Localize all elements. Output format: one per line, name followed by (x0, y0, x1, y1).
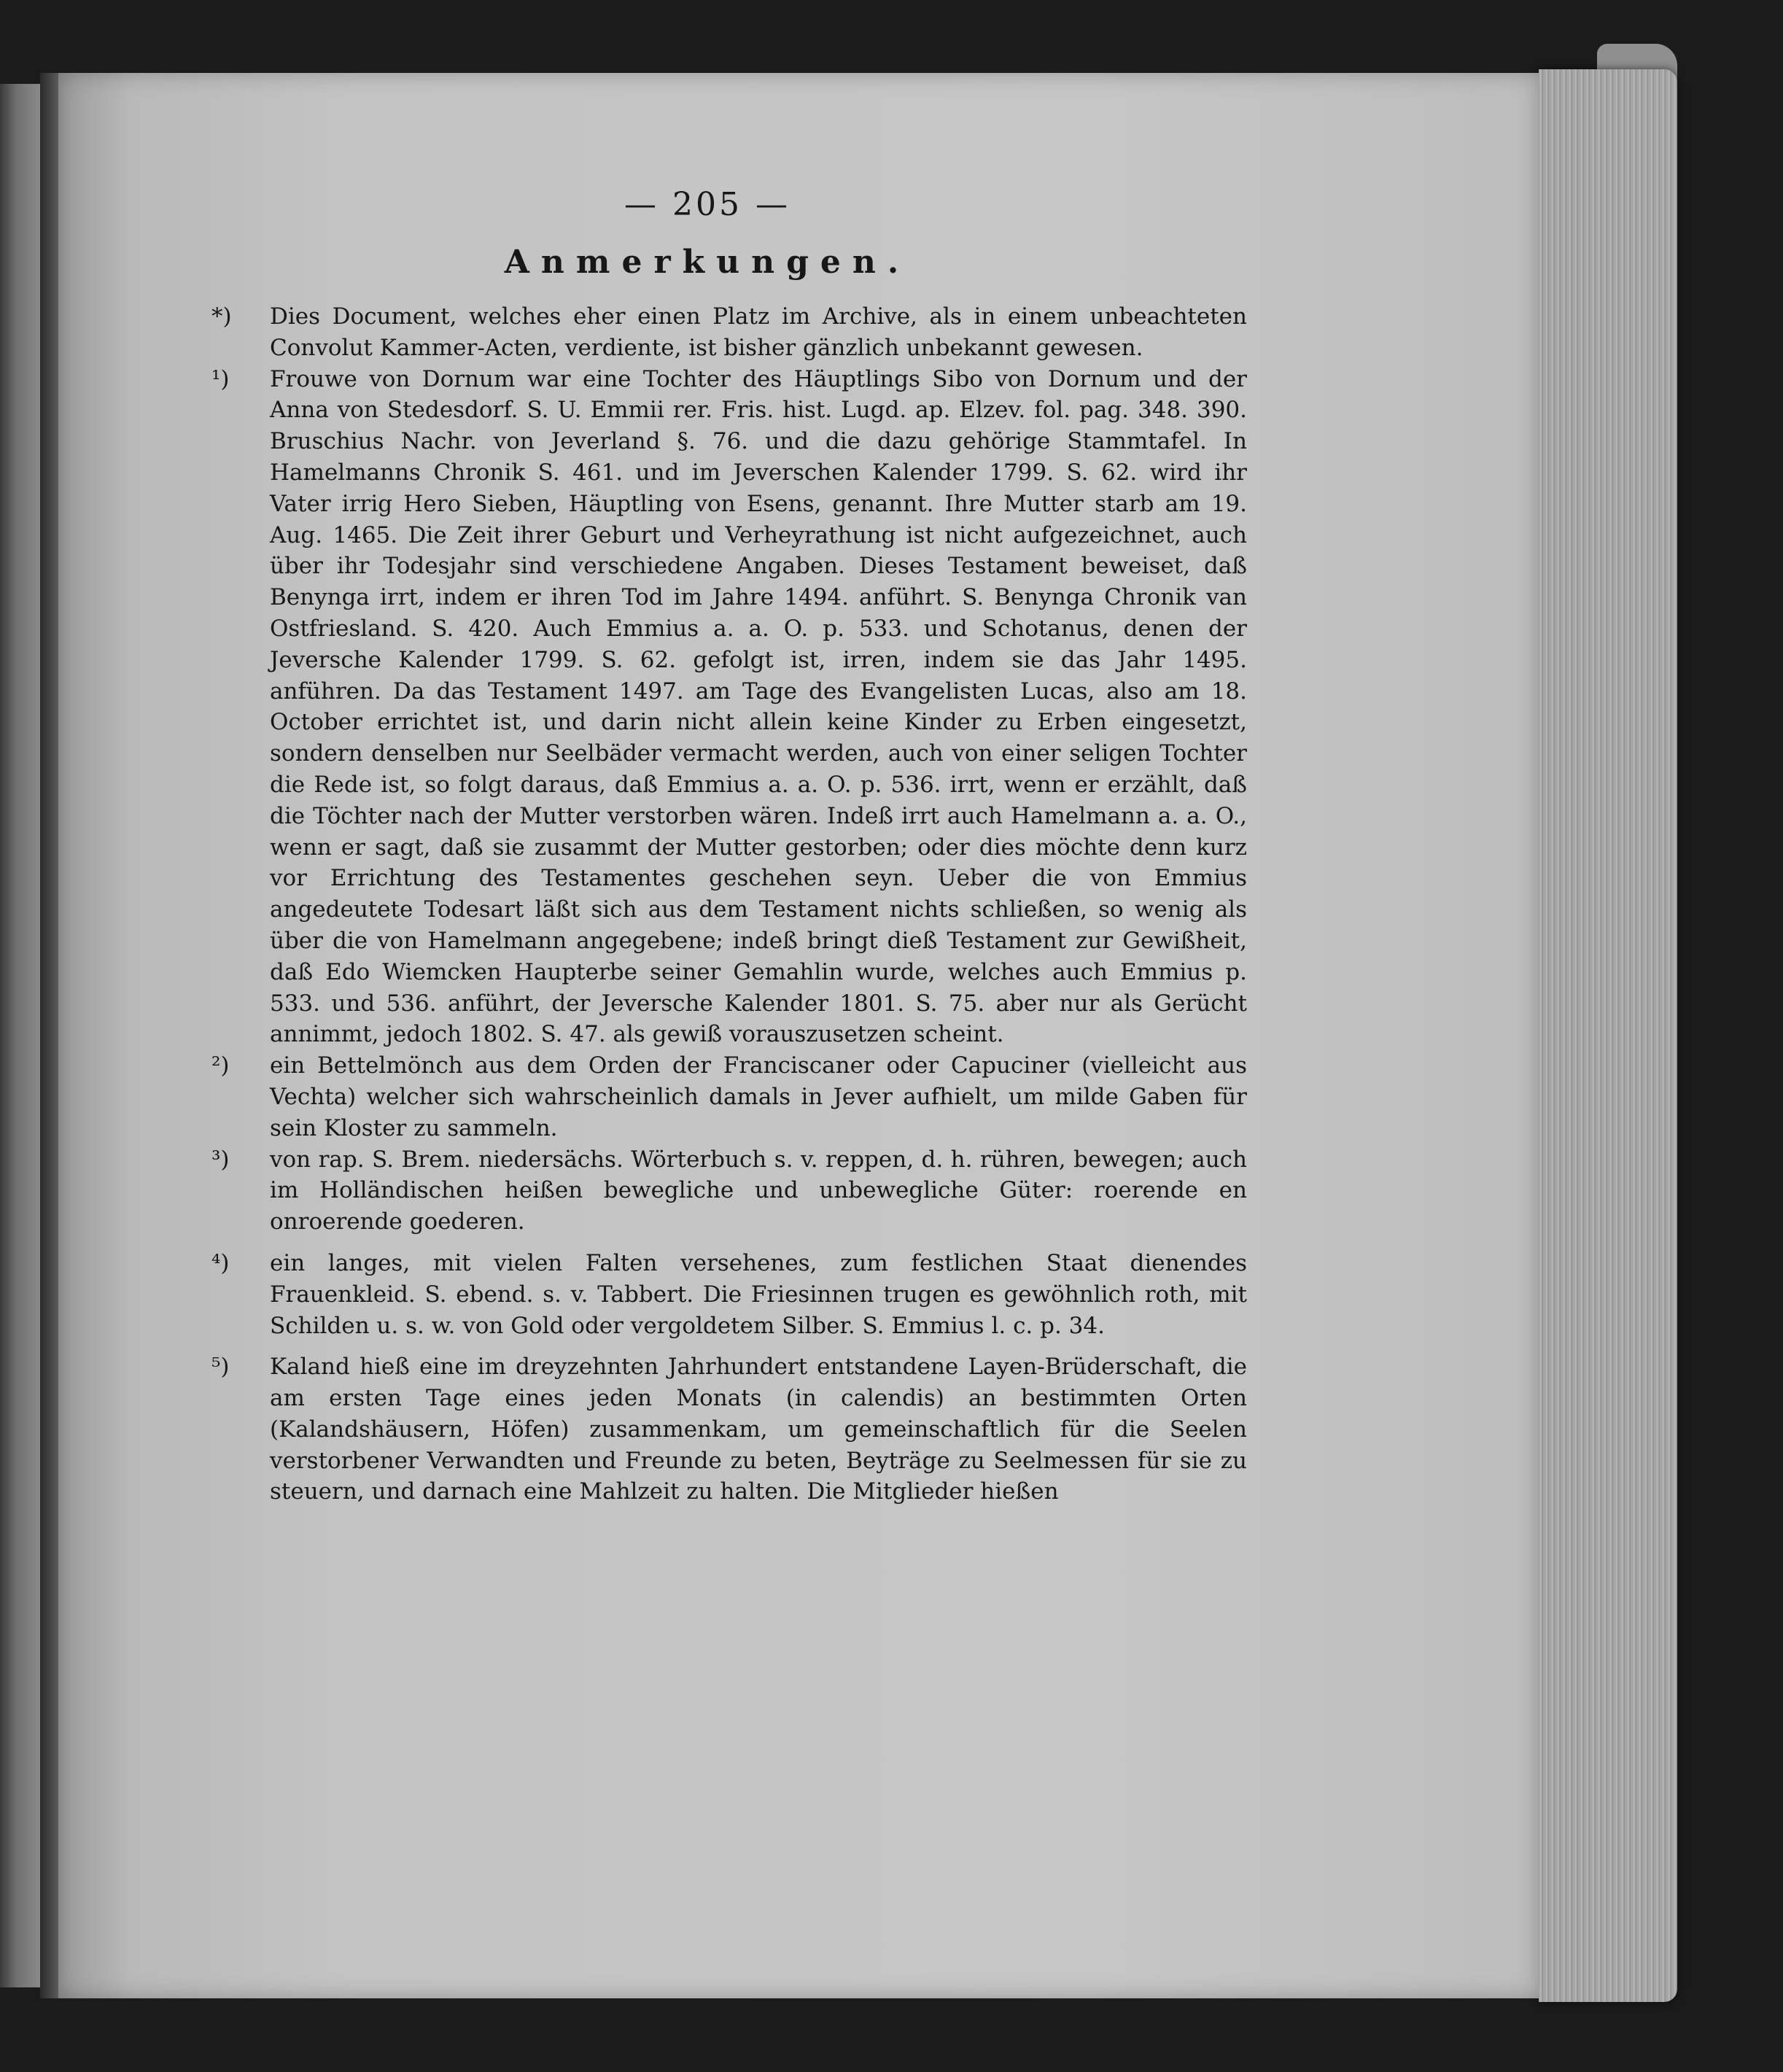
footnote-marker: ⁵) (211, 1354, 230, 1381)
footnote-marker: ⁴) (211, 1249, 230, 1276)
footnote-text: Kaland hieß eine im dreyzehnten Jahrhundert entstandene Layen-Brüderschaft, die am ersten Tage eines jeden Monats (in calendis) an bestimmten Orten (Kalandshäusern, Höfen) zusammenkam, um gemeinschaftlich für die Seelen verstorbener Verwandten und Freunde zu beten, Beyträge zu Seelmessen für sie zu steuern, und darnach eine Mahlzeit zu halten. Die Mitglieder hießen (270, 1354, 1247, 1505)
footnote (168, 364, 1247, 1051)
book-gutter (40, 73, 58, 1998)
footnote-text: ein langes, mit vielen Falten versehenes, zum festlichen Staat dienendes Frauenkleid. S. ebend. s. v. Tabbert. Die Friesinnen trugen es gewöhnlich roth, mit Schilden u. s. w. von Gold oder vergoldetem Silber. S. Emmius l. c. p. 34. (270, 1249, 1247, 1339)
footnote-text: von rap. S. Brem. niedersächs. Wörterbuch s. v. reppen, d. h. rühren, bewegen; auch im Holländischen heißen bewegliche und unbewegliche Güter: roerende en onroerende goederen. (270, 1146, 1247, 1235)
footnote-marker: ²) (211, 1052, 230, 1079)
footnote (168, 1351, 1247, 1508)
page-heading: Anmerkungen. (504, 244, 911, 281)
footnote-text: Frouwe von Dornum war eine Tochter des Häuptlings Sibo von Dornum und der Anna von Stedesdorf. S. U. Emmii rer. Fris. hist. Lugd. ap. Elzev. fol. pag. 348. 390. Bruschius Nachr. von Jeverland §. 76. und die dazu gehörige Stammtafel. In Hamelmanns Chronik S. 461. und im Jeverschen Kalender 1799. S. 62. wird ihr Vater irrig Hero Sieben, Häuptling von Esens, genannt. Ihre Mutter starb am 19. Aug. 1465. Die Zeit ihrer Geburt und Verheyrathung ist nicht aufgezeichnet, auch über ihr Todesjahr sind verschiedene Angaben. Dieses Testament beweiset, daß Benynga irrt, indem er ihren Tod im Jahre 1494. anführt. S. Benynga Chronik van Ostfriesland. S. 420. Auch Emmius a. a. O. p. 533. und Schotanus, denen der Jeversche Kalender 1799. S. 62. gefolgt ist, irren, indem sie das Jahr 1495. anführen. Da das Testament 1497. am Tage des Evangelisten Lucas, also am 18. October errichtet ist, und darin nicht allein keine Kinder zu Erben eingesetzt, sondern denselben nur Seelbäder vermacht werden, auch von einer seligen Tochter die Rede ist, so folgt daraus, daß Emmius a. a. O. p. 536. irrt, wenn er erzählt, daß die Töchter nach der Mutter verstorben wären. Indeß irrt auch Hamelmann a. a. O., wenn er sagt, daß sie zusammt der Mutter gestorben; oder dies möchte denn kurz vor Errichtung des Testamentes geschehen seyn. Ueber die von Emmius angedeutete Todesart läßt sich aus dem Testament nichts schließen, so wenig als über die von Hamelmann angegebene; indeß bringt dieß Testament zur Gewißheit, daß Edo Wiemcken Haupterbe seiner Gemahlin wurde, welches auch Emmius p. 533. und 536. anführt, der Jeversche Kalender 1801. S. 75. aber nur als Gerücht annimmt, jedoch 1802. S. 47. als gewiß vorauszusetzen scheint. (270, 365, 1247, 1048)
footnote (168, 301, 1247, 364)
page-text (168, 186, 1247, 1508)
page-edges (1539, 69, 1677, 2002)
footnote-text: Dies Document, welches eher einen Platz im Archive, als in einem unbeachteten Convolut Kammer-Acten, verdiente, ist bisher gänzlich unbekannt gewesen. (270, 303, 1247, 361)
footnote (168, 1050, 1247, 1144)
footnote-marker: ³) (211, 1146, 230, 1173)
footnote-marker: *) (211, 303, 232, 330)
footnote-text: ein Bettelmönch aus dem Orden der Franciscaner oder Capuciner (vielleicht aus Vechta) welcher sich wahrscheinlich damals in Jever aufhielt, um milde Gaben für sein Kloster zu sammeln. (270, 1052, 1247, 1141)
footnote (168, 1144, 1247, 1238)
left-page-edge (0, 84, 40, 1987)
footnote-marker: ¹) (211, 365, 230, 392)
page-number: — 205 — (624, 186, 790, 223)
footnote (168, 1248, 1247, 1341)
